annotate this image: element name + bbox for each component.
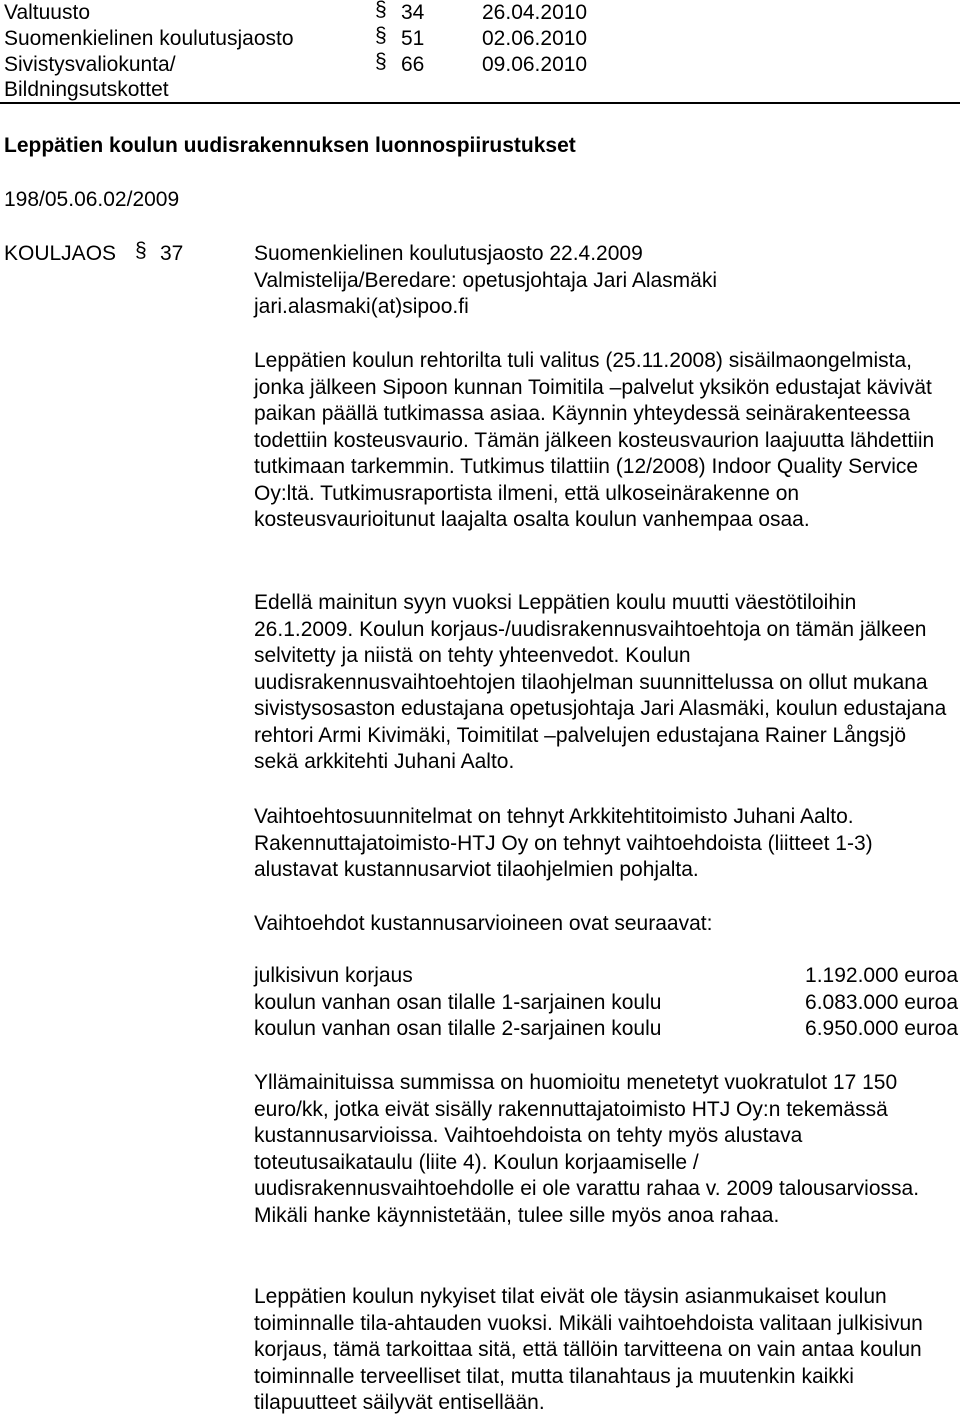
cost-label: koulun vanhan osan tilalle 2-sarjainen koulu [254, 1017, 662, 1040]
paragraph-text: Vaihtoehtosuunnitelmat on tehnyt Arkkitehtitoimisto Juhani Aalto. Rakennuttajatoimisto-HTJ Oy on tehnyt vaihtoehdoista (liitteet 1-3) alustavat kustannusarviot tilaohjelmien pohjalta. [254, 805, 873, 881]
paragraph-text: Vaihtoehdot kustannusarvioineen ovat seuraavat: [254, 912, 713, 935]
header-body-sivistysvaliokunta: Sivistysvaliokunta/ [4, 53, 176, 76]
paragraph-current-facilities [254, 1284, 956, 1417]
cost-amount: 1.192.000 euroa [805, 964, 958, 987]
paragraph-text: Edellä mainitun syyn vuoksi Leppätien koulu muutti väestötiloihin 26.1.2009. Koulun korjaus-/uudisrakennusvaihtoehtoja on tämän jälkeen selvitetty ja niistä on tehty yhteenvedot. Koulun uudisrakennusvaihtoehtojen tilaohjelman suunnittelussa on ollut mukana sivistysosaston edustajana opetusjohtaja Jari Alasmäki, koulun edustajana rehtori Armi Kivimäki, Toimitilat –palvelujen edustajana Rainer Långsjö sekä arkkitehti Juhani Aalto. [254, 591, 947, 773]
document-reference: 198/05.06.02/2009 [4, 188, 180, 211]
section-sign: § [375, 50, 387, 73]
header-date: 26.04.2010 [482, 1, 588, 24]
item-number: 37 [160, 242, 184, 265]
cost-label: koulun vanhan osan tilalle 1-sarjainen koulu [254, 991, 662, 1014]
cost-row [254, 990, 958, 1017]
cost-label: julkisivun korjaus [254, 964, 413, 987]
paragraph-text: Leppätien koulun rehtorilta tuli valitus (25.11.2008) sisäilmaongelmista, jonka jälkeen Sipoon kunnan Toimitila –palvelut yksikön edustajat kävivät paikan päällä tutkimassa asiaa. Käynnin yhteydessä seinärakenteessa todettiin kosteusvaurio. Tämän jälkeen kosteusvaurion laajuutta lähdettiin tutkimaan tarkemmin. Tutkimus tilattiin (12/2008) Indoor Quality Service Oy:ltä. Tutkimusraportista ilmeni, että ulkoseinärakenne on kosteusvaurioitunut laajalta osalta koulun vanhempaa osaa. [254, 349, 935, 531]
item-presenter: Valmistelija/Beredare: opetusjohtaja Jari Alasmäki [254, 269, 718, 292]
paragraph-plans [254, 804, 956, 884]
item-code: KOULJAOS [4, 242, 117, 265]
header-body-valtuusto: Valtuusto [4, 1, 90, 24]
paragraph-rental-income [254, 1070, 956, 1229]
paragraph-complaint [254, 348, 956, 534]
cost-row [254, 963, 958, 990]
document-title: Leppätien koulun uudisrakennuksen luonnospiirustukset [4, 134, 576, 157]
paragraph-text: Leppätien koulun nykyiset tilat eivät ole täysin asianmukaiset koulun toiminnalle tila-ahtauden vuoksi. Mikäli vaihtoehdoista valitaan julkisivun korjaus, tämä tarkoittaa sitä, että tällöin tarvitteena on vain antaa koulun toiminnalle terveelliset tilat, mutta tilanahtaus ja muutenkin kaikki tilapuutteet säilyvät entisellään. [254, 1285, 923, 1414]
header-date: 02.06.2010 [482, 27, 588, 50]
cost-row [254, 1016, 958, 1043]
section-sign: § [135, 239, 147, 262]
header-date: 09.06.2010 [482, 53, 588, 76]
header-number: 34 [401, 1, 425, 24]
presenter-email: jari.alasmaki(at)sipoo.fi [254, 295, 469, 318]
header-number: 66 [401, 53, 425, 76]
header-body-bildningsutskottet: Bildningsutskottet [4, 78, 169, 101]
header-divider [0, 102, 960, 104]
section-sign: § [375, 24, 387, 47]
cost-amount: 6.083.000 euroa [805, 991, 958, 1014]
paragraph-text: Yllämainituissa summissa on huomioitu menetetyt vuokratulot 17 150 euro/kk, jotka eivät sisälly rakennuttajatoimisto HTJ Oy:n tekemässä kustannusarvioissa. Vaihtoehdoista on tehty myös alustava toteutusaikataulu (liite 4). Koulun korjaamiselle / uudisrakennusvaihtoehdolle ei ole varattu rahaa v. 2009 talousarviossa. Mikäli hanke käynnistetään, tulee sille myös anoa rahaa. [254, 1071, 920, 1227]
header-number: 51 [401, 27, 425, 50]
paragraph-relocation [254, 590, 956, 776]
section-sign: § [375, 0, 387, 21]
cost-amount: 6.950.000 euroa [805, 1017, 958, 1040]
item-meeting: Suomenkielinen koulutusjaosto 22.4.2009 [254, 242, 643, 265]
header-body-koulutusjaosto: Suomenkielinen koulutusjaosto [4, 27, 294, 50]
paragraph-alternatives-intro [254, 911, 956, 938]
